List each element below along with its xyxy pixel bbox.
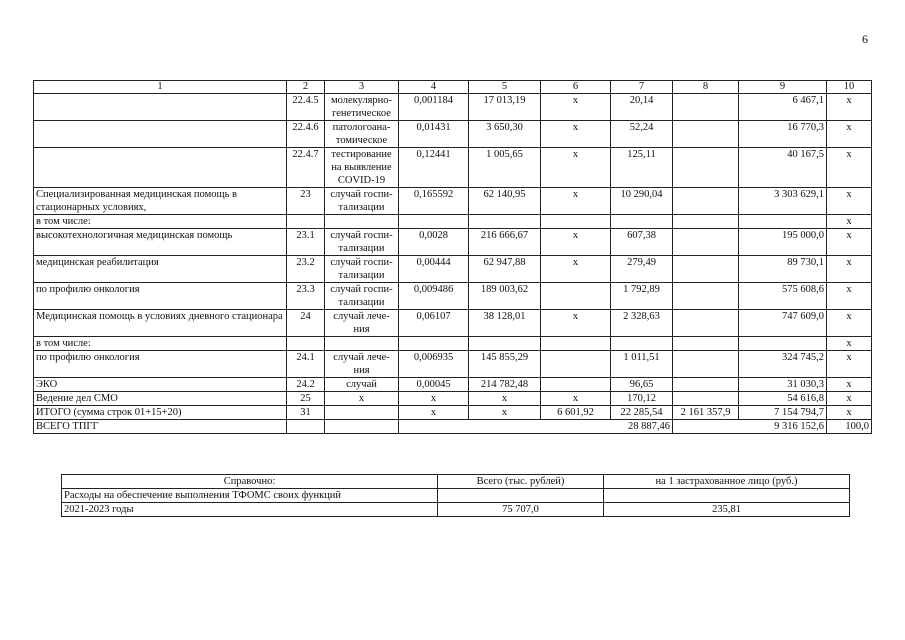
cell-c3: тестирование на выявление COVID-19 — [325, 148, 399, 188]
ref-header-label: Справочно: — [62, 475, 438, 489]
cell-c7: 279,49 — [611, 256, 673, 283]
cell-c9: 195 000,0 — [739, 229, 827, 256]
cell-c6: х — [541, 94, 611, 121]
cell-c2: 24 — [287, 310, 325, 337]
cell-c8 — [673, 392, 739, 406]
cell-c1: по профилю онкология — [34, 351, 287, 378]
cell-c6: 6 601,92 — [541, 406, 611, 420]
cell-c3: патологоана-томическое — [325, 121, 399, 148]
total-share: 100,0 — [827, 420, 872, 434]
cell-c5: 38 128,01 — [469, 310, 541, 337]
cell-c10: х — [827, 310, 872, 337]
cell-c8 — [673, 148, 739, 188]
cell-c2: 31 — [287, 406, 325, 420]
reference-table — [61, 474, 850, 517]
cell-c10: х — [827, 378, 872, 392]
cell-c8 — [673, 351, 739, 378]
cell-c4: 0,0028 — [399, 229, 469, 256]
cell-c10: х — [827, 188, 872, 215]
cell-c6 — [541, 215, 611, 229]
cell-c7: 96,65 — [611, 378, 673, 392]
cell-c9: 89 730,1 — [739, 256, 827, 283]
cell-c2: 23.2 — [287, 256, 325, 283]
cell-c9: 747 609,0 — [739, 310, 827, 337]
cell-c8 — [673, 121, 739, 148]
cell-c6: х — [541, 229, 611, 256]
cell-c4: 0,00045 — [399, 378, 469, 392]
cell-c4: 0,001184 — [399, 94, 469, 121]
cell-c4: 0,006935 — [399, 351, 469, 378]
cell-c6: х — [541, 392, 611, 406]
cell-c6 — [541, 351, 611, 378]
table-row — [34, 351, 872, 378]
cell-c1 — [34, 121, 287, 148]
ref-description: Расходы на обеспечение выполнения ТФОМС своих функций — [62, 489, 438, 503]
cell-c9: 16 770,3 — [739, 121, 827, 148]
cell-c8: 2 161 357,9 — [673, 406, 739, 420]
cell-c8 — [673, 94, 739, 121]
table-row — [34, 310, 872, 337]
cell-c4 — [399, 215, 469, 229]
cell-c4: 0,12441 — [399, 148, 469, 188]
cell-c2: 22.4.6 — [287, 121, 325, 148]
cell-c5 — [469, 337, 541, 351]
column-header: 7 — [611, 81, 673, 94]
cell-c5: 214 782,48 — [469, 378, 541, 392]
cell-c1: ЭКО — [34, 378, 287, 392]
cell-c2 — [287, 215, 325, 229]
cell-c10: х — [827, 283, 872, 310]
ref-row-description — [62, 489, 850, 503]
cell-c5: 145 855,29 — [469, 351, 541, 378]
cell-c10: х — [827, 351, 872, 378]
cell-c1: Медицинская помощь в условиях дневного стационара — [34, 310, 287, 337]
ref-empty-cell — [604, 489, 850, 503]
cell-c1: по профилю онкология — [34, 283, 287, 310]
cell-c6: х — [541, 148, 611, 188]
cell-c7 — [611, 337, 673, 351]
cell-c9: 54 616,8 — [739, 392, 827, 406]
cell-c5: 17 013,19 — [469, 94, 541, 121]
total-empty — [287, 420, 325, 434]
cell-c3: случай лече-ния — [325, 351, 399, 378]
cell-c4: 0,165592 — [399, 188, 469, 215]
cell-c10: х — [827, 121, 872, 148]
cell-c3: случай госпи-тализации — [325, 188, 399, 215]
cell-c2: 25 — [287, 392, 325, 406]
cell-c6: х — [541, 121, 611, 148]
cell-c4: х — [399, 392, 469, 406]
cell-c5: 1 005,65 — [469, 148, 541, 188]
cell-c5: 3 650,30 — [469, 121, 541, 148]
table-row — [34, 148, 872, 188]
cell-c10: х — [827, 392, 872, 406]
cell-c9: 3 303 629,1 — [739, 188, 827, 215]
cell-c2 — [287, 337, 325, 351]
cell-c7: 22 285,54 — [611, 406, 673, 420]
cell-c2: 23 — [287, 188, 325, 215]
table-row — [34, 256, 872, 283]
total-per-capita: 28 887,46 — [399, 420, 673, 434]
cell-c7: 52,24 — [611, 121, 673, 148]
cell-c7: 125,11 — [611, 148, 673, 188]
cell-c8 — [673, 310, 739, 337]
cell-c10: х — [827, 148, 872, 188]
cell-c7: 607,38 — [611, 229, 673, 256]
table-row — [34, 94, 872, 121]
cell-c3: случай госпи-тализации — [325, 256, 399, 283]
cell-c1: медицинская реабилитация — [34, 256, 287, 283]
column-header: 2 — [287, 81, 325, 94]
total-sum: 9 316 152,6 — [673, 420, 827, 434]
cell-c6 — [541, 283, 611, 310]
cell-c10: х — [827, 256, 872, 283]
cell-c3: х — [325, 392, 399, 406]
column-header: 8 — [673, 81, 739, 94]
cell-c4: х — [399, 406, 469, 420]
ref-row-years — [62, 503, 850, 517]
ref-header-total: Всего (тыс. рублей) — [438, 475, 604, 489]
total-row — [34, 420, 872, 434]
cell-c6: х — [541, 188, 611, 215]
cell-c3: случай — [325, 378, 399, 392]
cell-c7 — [611, 215, 673, 229]
ref-header-per-capita: на 1 застрахованное лицо (руб.) — [604, 475, 850, 489]
cell-c5: 216 666,67 — [469, 229, 541, 256]
cell-c4: 0,06107 — [399, 310, 469, 337]
cell-c8 — [673, 378, 739, 392]
cell-c9: 575 608,6 — [739, 283, 827, 310]
column-header: 1 — [34, 81, 287, 94]
cell-c3: случай лече-ния — [325, 310, 399, 337]
cell-c10: х — [827, 215, 872, 229]
table-row — [34, 378, 872, 392]
ref-years: 2021-2023 годы — [62, 503, 438, 517]
cell-c2: 22.4.7 — [287, 148, 325, 188]
ref-total-value: 75 707,0 — [438, 503, 604, 517]
cell-c1: в том числе: — [34, 337, 287, 351]
cell-c7: 1 792,89 — [611, 283, 673, 310]
cell-c3 — [325, 337, 399, 351]
cell-c8 — [673, 283, 739, 310]
cell-c9: 6 467,1 — [739, 94, 827, 121]
cell-c7: 1 011,51 — [611, 351, 673, 378]
cell-c8 — [673, 229, 739, 256]
cell-c6: х — [541, 310, 611, 337]
cell-c9 — [739, 337, 827, 351]
column-header: 4 — [399, 81, 469, 94]
cell-c2: 23.3 — [287, 283, 325, 310]
column-header: 3 — [325, 81, 399, 94]
total-empty — [325, 420, 399, 434]
cell-c1: Специализированная медицинская помощь в стационарных условиях, — [34, 188, 287, 215]
page-number: 6 — [862, 32, 868, 46]
cell-c7: 10 290,04 — [611, 188, 673, 215]
table-row — [34, 215, 872, 229]
cell-c5: 62 947,88 — [469, 256, 541, 283]
cell-c2: 22.4.5 — [287, 94, 325, 121]
tariff-table — [33, 80, 872, 434]
cell-c6 — [541, 378, 611, 392]
cell-c9 — [739, 215, 827, 229]
cell-c4: 0,01431 — [399, 121, 469, 148]
cell-c5 — [469, 215, 541, 229]
cell-c3: случай госпи-тализации — [325, 283, 399, 310]
column-header: 6 — [541, 81, 611, 94]
cell-c9: 324 745,2 — [739, 351, 827, 378]
cell-c7: 2 328,63 — [611, 310, 673, 337]
cell-c6 — [541, 337, 611, 351]
ref-per-capita-value: 235,81 — [604, 503, 850, 517]
cell-c10: х — [827, 229, 872, 256]
column-header: 5 — [469, 81, 541, 94]
cell-c10: х — [827, 94, 872, 121]
cell-c8 — [673, 188, 739, 215]
column-header: 10 — [827, 81, 872, 94]
table-row — [34, 229, 872, 256]
cell-c9: 40 167,5 — [739, 148, 827, 188]
column-header: 9 — [739, 81, 827, 94]
cell-c7: 170,12 — [611, 392, 673, 406]
cell-c3: случай госпи-тализации — [325, 229, 399, 256]
cell-c4: 0,009486 — [399, 283, 469, 310]
table-row — [34, 188, 872, 215]
cell-c7: 20,14 — [611, 94, 673, 121]
cell-c1: высокотехнологичная медицинская помощь — [34, 229, 287, 256]
cell-c4 — [399, 337, 469, 351]
cell-c3 — [325, 215, 399, 229]
cell-c3: молекулярно-генетическое — [325, 94, 399, 121]
cell-c5: х — [469, 392, 541, 406]
table-row — [34, 283, 872, 310]
table-header-row — [34, 81, 872, 94]
cell-c8 — [673, 337, 739, 351]
cell-c2: 24.2 — [287, 378, 325, 392]
cell-c5: 62 140,95 — [469, 188, 541, 215]
cell-c3 — [325, 406, 399, 420]
cell-c1: ИТОГО (сумма строк 01+15+20) — [34, 406, 287, 420]
table-row — [34, 121, 872, 148]
cell-c8 — [673, 256, 739, 283]
ref-header-row — [62, 475, 850, 489]
cell-c10: х — [827, 406, 872, 420]
cell-c5: х — [469, 406, 541, 420]
cell-c2: 24.1 — [287, 351, 325, 378]
table-row — [34, 392, 872, 406]
cell-c9: 31 030,3 — [739, 378, 827, 392]
cell-c5: 189 003,62 — [469, 283, 541, 310]
cell-c1: в том числе: — [34, 215, 287, 229]
total-label: ВСЕГО ТПГГ — [34, 420, 287, 434]
cell-c9: 7 154 794,7 — [739, 406, 827, 420]
cell-c10: х — [827, 337, 872, 351]
cell-c4: 0,00444 — [399, 256, 469, 283]
cell-c8 — [673, 215, 739, 229]
cell-c2: 23.1 — [287, 229, 325, 256]
cell-c1: Ведение дел СМО — [34, 392, 287, 406]
table-row — [34, 337, 872, 351]
cell-c6: х — [541, 256, 611, 283]
table-row — [34, 406, 872, 420]
cell-c1 — [34, 148, 287, 188]
cell-c1 — [34, 94, 287, 121]
ref-empty-cell — [438, 489, 604, 503]
